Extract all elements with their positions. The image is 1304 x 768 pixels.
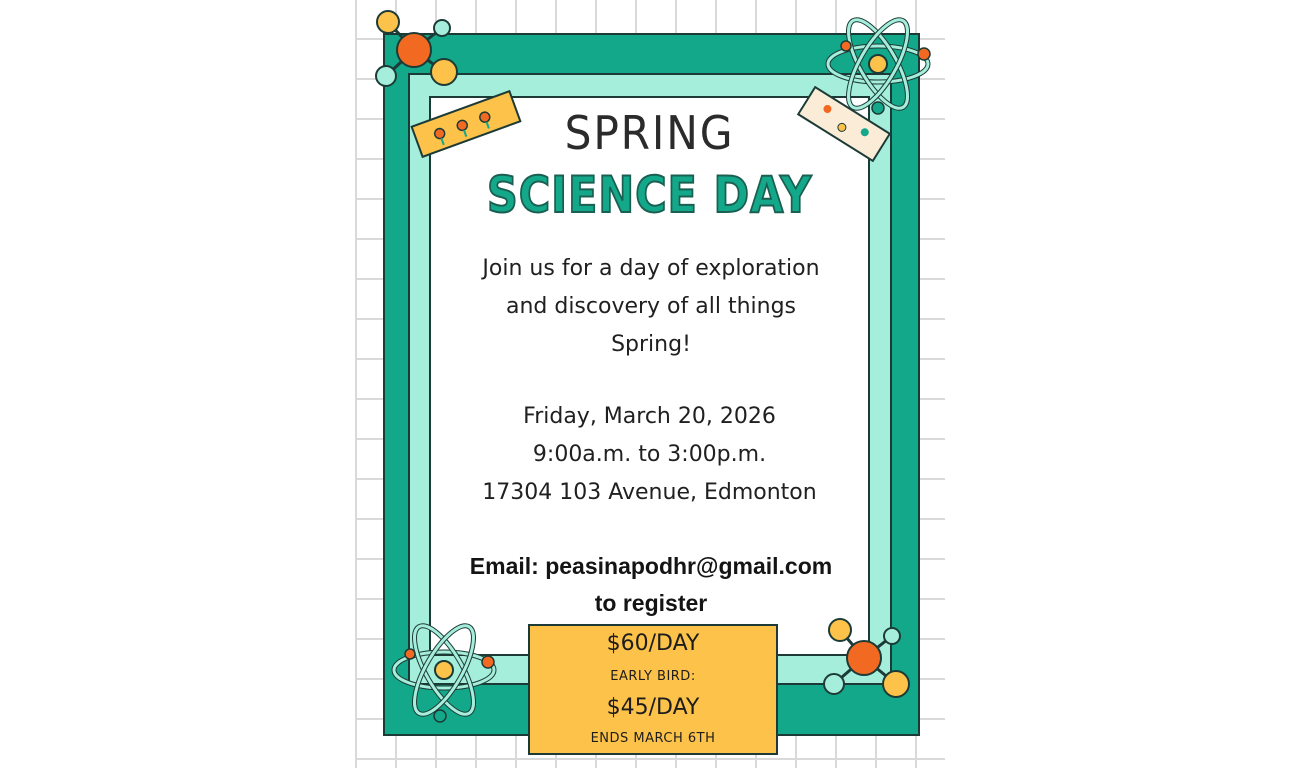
register-line: to register — [594, 590, 708, 616]
early-bird-price: $45/DAY — [606, 695, 700, 720]
title-science-day: SCIENCE DAY — [486, 166, 813, 224]
contact-block — [436, 548, 866, 622]
atom-top-right-icon — [822, 8, 934, 118]
price-box — [528, 624, 778, 755]
intro-line-1: Join us for a day of exploration — [482, 256, 820, 281]
early-bird-label: EARLY BIRD: — [610, 669, 696, 684]
molecule-top-left-icon — [368, 8, 464, 94]
molecule-bottom-right-icon — [818, 612, 914, 702]
event-details — [429, 398, 870, 512]
intro-line-3: Spring! — [611, 332, 691, 357]
intro-line-2: and discovery of all things — [505, 294, 797, 319]
regular-price: $60/DAY — [606, 631, 700, 656]
event-address: 17304 103 Avenue, Edmonton — [482, 480, 817, 505]
event-time: 9:00a.m. to 3:00p.m. — [532, 442, 767, 467]
event-date: Friday, March 20, 2026 — [523, 404, 776, 429]
early-bird-deadline: ENDS MARCH 6TH — [590, 731, 716, 746]
email-line: Email: peasinapodhr@gmail.com — [469, 553, 833, 579]
atom-bottom-left-icon — [388, 614, 500, 726]
intro-paragraph — [436, 250, 866, 364]
title-spring: SPRING — [564, 106, 735, 160]
